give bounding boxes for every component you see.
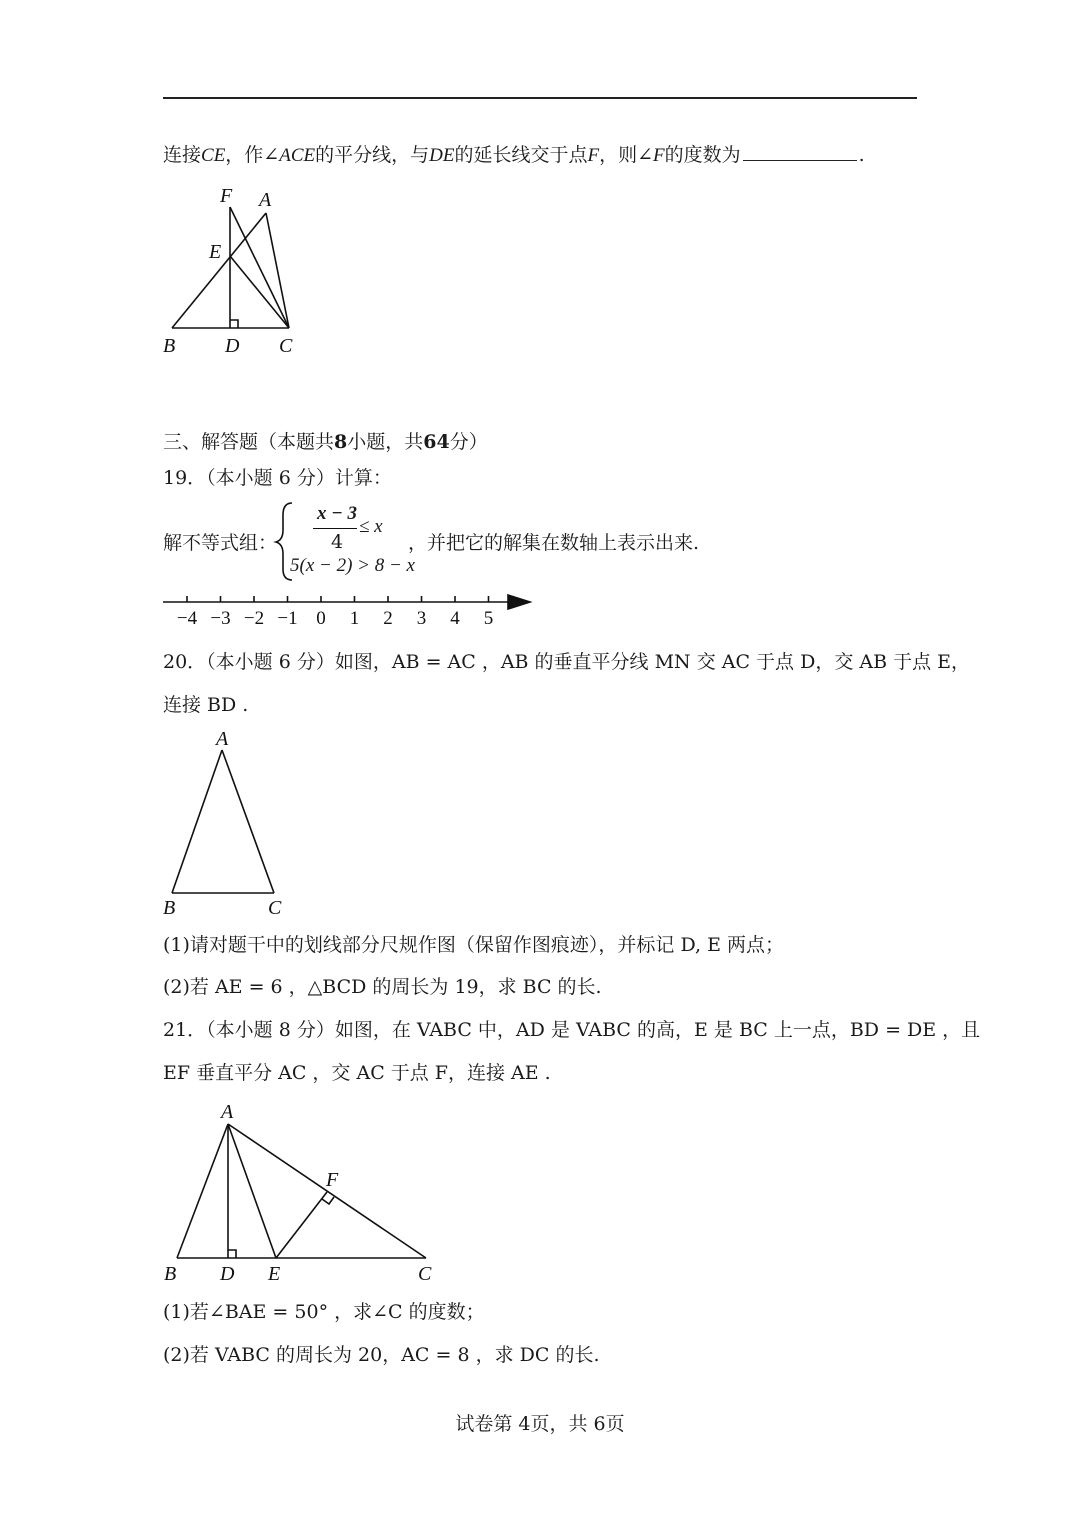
seg-ab xyxy=(177,1124,228,1258)
q18-mid2: 的平分线，与 xyxy=(315,144,430,166)
label-f: F xyxy=(220,185,233,207)
q18-ace: ACE xyxy=(279,145,316,166)
tick-label: 5 xyxy=(483,608,494,629)
label-c: C xyxy=(279,335,293,357)
q18-de: DE xyxy=(429,145,455,166)
label-d: D xyxy=(220,1263,235,1285)
q19-tail: ，并把它的解集在数轴上表示出来. xyxy=(408,532,700,554)
seg-ac xyxy=(228,1124,426,1258)
section-mid: 小题，共 xyxy=(347,431,424,453)
tick-label: 3 xyxy=(416,608,427,629)
seg-ef xyxy=(276,1192,327,1258)
label-c: C xyxy=(268,897,282,919)
q18-f2: F xyxy=(653,145,665,166)
q18-prefix: 连接 xyxy=(163,144,202,166)
label-e: E xyxy=(209,241,222,263)
page-footer: 试卷第 4页，共 6页 xyxy=(455,1413,625,1435)
section-count: 8 xyxy=(334,431,348,453)
q20-part2: (2)若 AE = 6 ，△BCD 的周长为 19，求 BC 的长. xyxy=(163,976,602,998)
tick-label: −1 xyxy=(277,608,298,629)
section-pre: 三、解答题（本题共 xyxy=(163,431,335,453)
tick-label: 4 xyxy=(450,608,460,629)
q18-f: F xyxy=(587,145,600,166)
section-post: 分） xyxy=(449,431,488,453)
tick-label: −2 xyxy=(243,608,265,629)
label-a: A xyxy=(259,189,272,211)
q18-mid1: ，作∠ xyxy=(225,144,280,166)
tick-label: 1 xyxy=(349,608,360,629)
q18-mid4: ，则∠ xyxy=(599,144,653,166)
label-d: D xyxy=(225,335,240,357)
label-e: E xyxy=(268,1263,281,1285)
q20-line2: 连接 BD . xyxy=(163,694,249,716)
label-b: B xyxy=(164,1263,177,1285)
q19-prompt: 解不等式组： xyxy=(163,532,278,554)
q18-mid3: 的延长线交于点 xyxy=(454,144,588,166)
tick-label: −3 xyxy=(210,608,231,629)
label-f: F xyxy=(326,1169,339,1191)
q19-head: 19．（本小题 6 分）计算： xyxy=(163,467,392,489)
label-a: A xyxy=(216,728,229,750)
q21-line1: 21．（本小题 8 分）如图，在 VABC 中，AD 是 VABC 的高，E 是 BC 上一点，BD = DE ，且 xyxy=(163,1019,981,1041)
q20-part1: (1)请对题干中的划线部分尺规作图（保留作图痕迹），并标记 D, E 两点； xyxy=(163,934,784,956)
q21-line2: EF 垂直平分 AC ，交 AC 于点 F，连接 AE . xyxy=(163,1062,551,1084)
q18-mid5: 的度数为 xyxy=(664,144,741,166)
right-angle-f xyxy=(322,1197,334,1204)
label-b: B xyxy=(163,335,176,357)
tick-label: 0 xyxy=(316,608,326,629)
q20-line1: 20．（本小题 6 分）如图，AB = AC ，AB 的垂直平分线 MN 交 AC 于点 D，交 AB 于点 E， xyxy=(163,651,970,673)
label-b: B xyxy=(163,897,176,919)
label-a: A xyxy=(221,1101,234,1123)
q21-part1: (1)若∠BAE = 50° ，求∠C 的度数； xyxy=(163,1301,485,1323)
tick-label: −4 xyxy=(176,608,198,629)
q18-end: . xyxy=(858,144,865,166)
right-angle-d xyxy=(228,1250,236,1258)
section-score: 64 xyxy=(423,431,450,453)
seg-ae xyxy=(228,1124,276,1258)
ineq2: 5(x − 2) > 8 − x xyxy=(290,555,415,576)
label-c: C xyxy=(418,1263,432,1285)
ineq1-rhs: ≤ x xyxy=(359,516,383,537)
tick-label: 2 xyxy=(383,608,393,629)
frac-denominator: 4 xyxy=(330,531,344,553)
q18-ce: CE xyxy=(201,145,226,166)
frac-numerator: x − 3 xyxy=(316,503,357,524)
q21-part2: (2)若 VABC 的周长为 20，AC = 8 ，求 DC 的长. xyxy=(163,1344,600,1366)
